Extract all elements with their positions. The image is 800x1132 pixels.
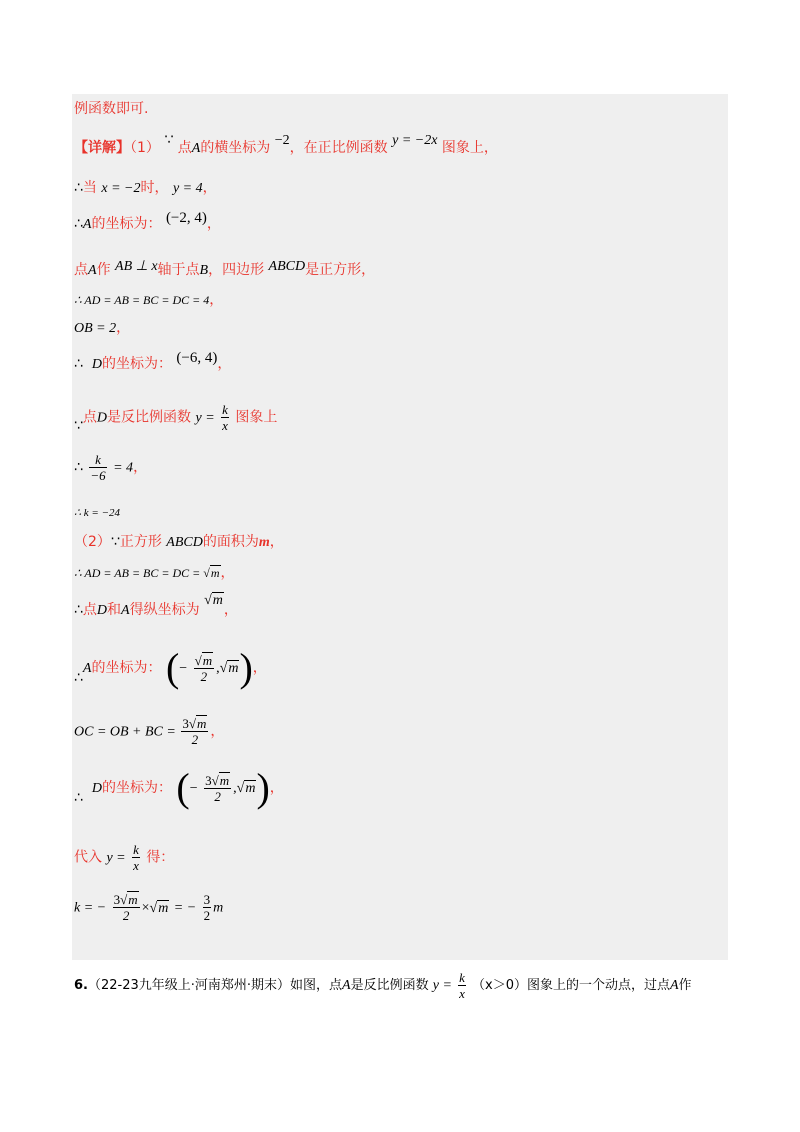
fraction: $\frac{3}{2}$: [203, 892, 211, 923]
detail-line: 【详解】（1） ∵ 点A的横坐标为 −2，在正比例函数 y = −2x 图象上，: [74, 132, 498, 156]
fraction: $\frac{k}{x}$: [133, 842, 139, 873]
text-line: 例函数即可.: [74, 101, 149, 117]
sqrt: √m: [188, 716, 207, 731]
sqrt: √m: [120, 892, 138, 907]
sqrt: √m: [236, 781, 256, 796]
text-line: ∴ D的坐标为： (−6, 4)，: [74, 350, 232, 372]
text-line: ∴ AD = AB = BC = DC = 4，: [74, 292, 224, 308]
text-line: ∴A的坐标为： (−2, 4)，: [74, 210, 221, 232]
fraction: $\frac{√m}{2}$: [194, 652, 213, 684]
text-line: 代入 y = $\frac{k}{x}$ 得：: [74, 842, 175, 873]
sqrt: √m: [149, 900, 169, 916]
text-line: ∴当 x = −2时， y = 4，: [74, 180, 217, 196]
sqrt: √m: [204, 593, 223, 608]
question-6: 6.（22-23九年级上·河南郑州·期末）如图，点A是反比例函数 y = $\frac{k}{x}$ （x＞0）图象上的一个动点，过点A作: [74, 970, 692, 1001]
text-line: 点A作 AB ⊥ x轴于点B，四边形 ABCD是正方形，: [74, 259, 376, 278]
sqrt: √m: [219, 661, 239, 676]
text-line: k = − $\frac{3√m}{2}$ ×√m = − $\frac{3}{2}$ m: [74, 892, 224, 923]
text-line: ∴ k = −24: [74, 507, 120, 519]
text-line: ∴ $\frac{k}{-6}$ = 4，: [74, 452, 148, 483]
part2-line: （2）∵正方形 ABCD的面积为m，: [74, 534, 284, 550]
fraction: $\frac{3√m}{2}$: [113, 892, 138, 923]
fraction: $\frac{k}{-6}$: [90, 452, 106, 483]
text-line: OC = OB + BC = $\frac{3√m}{2}$ ，: [74, 716, 225, 747]
text-line: ∵点D是反比例函数 y = $\frac{k}{x}$ 图象上: [74, 402, 278, 434]
text-line: ∴点D和A得纵坐标为 √m，: [74, 593, 238, 618]
text-line: ∴A的坐标为： (− $\frac{√m}{2}$ ,√m)，: [74, 645, 267, 690]
fraction: $\frac{k}{x}$: [222, 402, 228, 433]
sqrt: √m: [194, 652, 213, 668]
text-line: ∴ D的坐标为： (− $\frac{3√m}{2}$ ,√m)，: [74, 765, 284, 810]
fraction: $\frac{3√m}{2}$: [205, 772, 230, 804]
sqrt: √m: [203, 566, 220, 580]
sqrt: √m: [211, 772, 230, 788]
text-line: ∴ AD = AB = BC = DC = √m，: [74, 565, 235, 581]
fraction: $\frac{k}{x}$: [459, 970, 465, 1001]
fraction: $\frac{3√m}{2}$: [182, 716, 207, 747]
text-line: OB = 2，: [74, 320, 131, 336]
